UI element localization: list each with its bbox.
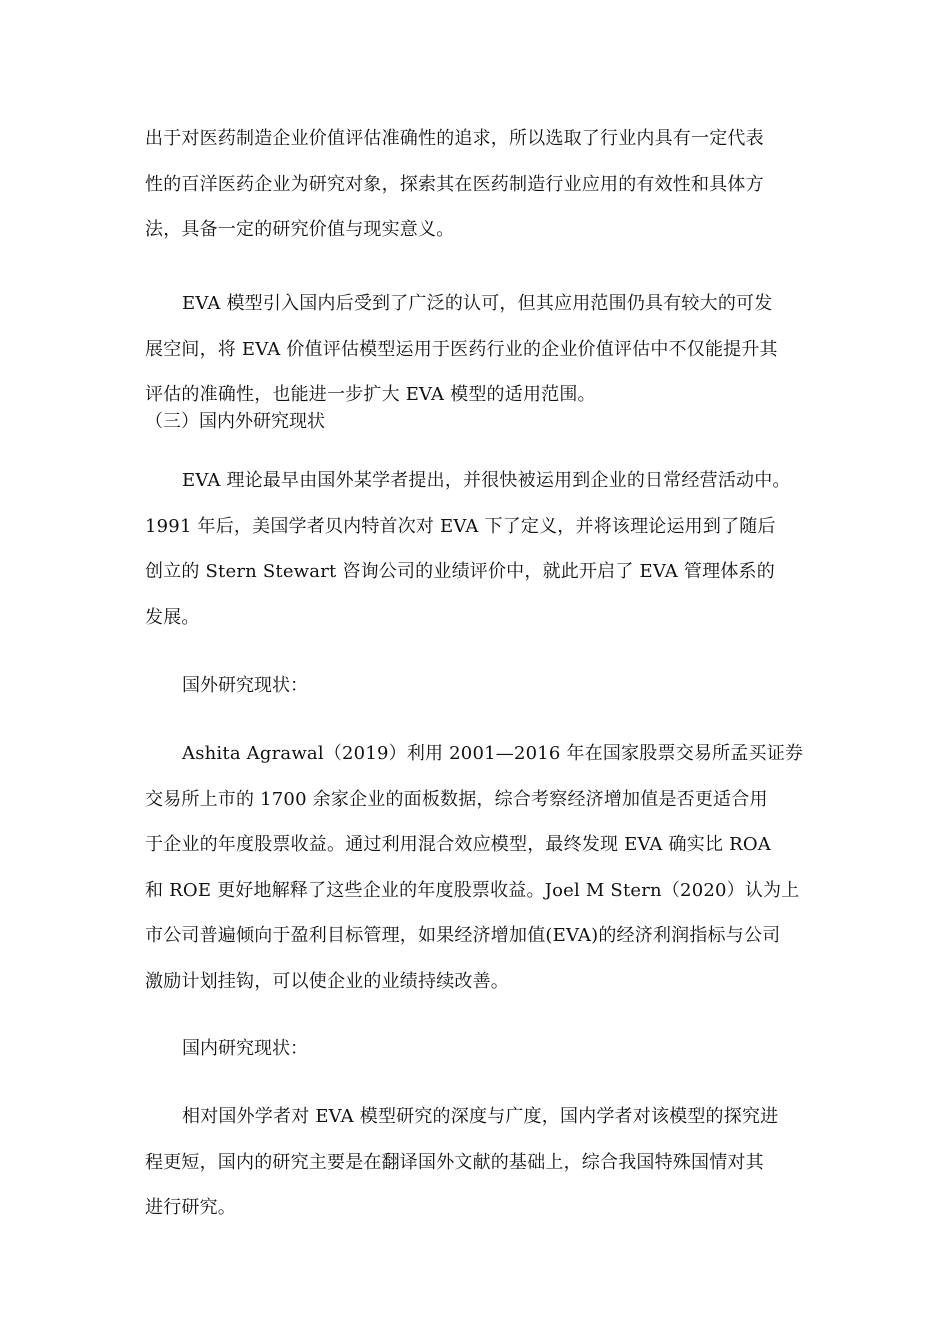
text-line: EVA 模型引入国内后受到了广泛的认可，但其应用范围仍具有较大的可发 [182,293,773,314]
section-heading: （三）国内外研究现状 [145,411,325,432]
text-line: 评估的准确性，也能进一步扩大 EVA 模型的适用范围。 [145,384,596,405]
text-line: 程更短，国内的研究主要是在翻译国外文献的基础上，综合我国特殊国情对其 [145,1151,764,1173]
text-line: 展空间，将 EVA 价值评估模型运用于医药行业的企业价值评估中不仅能提升其 [145,338,778,360]
text-line: 进行研究。 [145,1197,236,1218]
text-line: 交易所上市的 1700 余家企业的面板数据，综合考察经济增加值是否更适合用 [145,788,768,810]
text-line: 出于对医药制造企业价值评估准确性的追求，所以选取了行业内具有一定代表 [145,128,764,149]
text-line: 和 ROE 更好地解释了这些企业的年度股票收益。Joel M Stern（2020）认为上 [145,879,800,901]
foreign-research-heading: 国外研究现状： [182,675,308,696]
paragraph-domestic-research [145,1094,813,1231]
domestic-research-heading: 国内研究现状： [182,1038,308,1059]
text-line: 创立的 Stern Stewart 咨询公司的业绩评价中，就此开启了 EVA 管理体系的 [145,561,775,582]
text-line: 于企业的年度股票收益。通过利用混合效应模型，最终发现 EVA 确实比 ROA [145,834,771,855]
paragraph-eva-origin [145,458,813,640]
text-line: 市公司普遍倾向于盈利目标管理，如果经济增加值(EVA)的经济利润指标与公司 [145,925,781,946]
text-line: 激励计划挂钩，可以使企业的业绩持续改善。 [145,970,509,992]
text-line: Ashita Agrawal（2019）利用 2001—2016 年在国家股票交易所孟买证券 [182,743,804,764]
paragraph-foreign-research [145,731,813,1004]
text-line: 1991 年后，美国学者贝内特首次对 EVA 下了定义，并将该理论运用到了随后 [145,515,776,537]
paragraph-eva-scope [145,281,813,418]
text-line: 性的百洋医药企业为研究对象，探索其在医药制造行业应用的有效性和具体方 [145,173,764,195]
paragraph-research-value [145,116,813,253]
text-line: 法，具备一定的研究价值与现实意义。 [145,219,455,240]
text-line: 相对国外学者对 EVA 模型研究的深度与广度，国内学者对该模型的探究进 [182,1106,779,1127]
text-line: 发展。 [145,606,200,628]
text-line: EVA 理论最早由国外某学者提出，并很快被运用到企业的日常经营活动中。 [182,470,791,491]
